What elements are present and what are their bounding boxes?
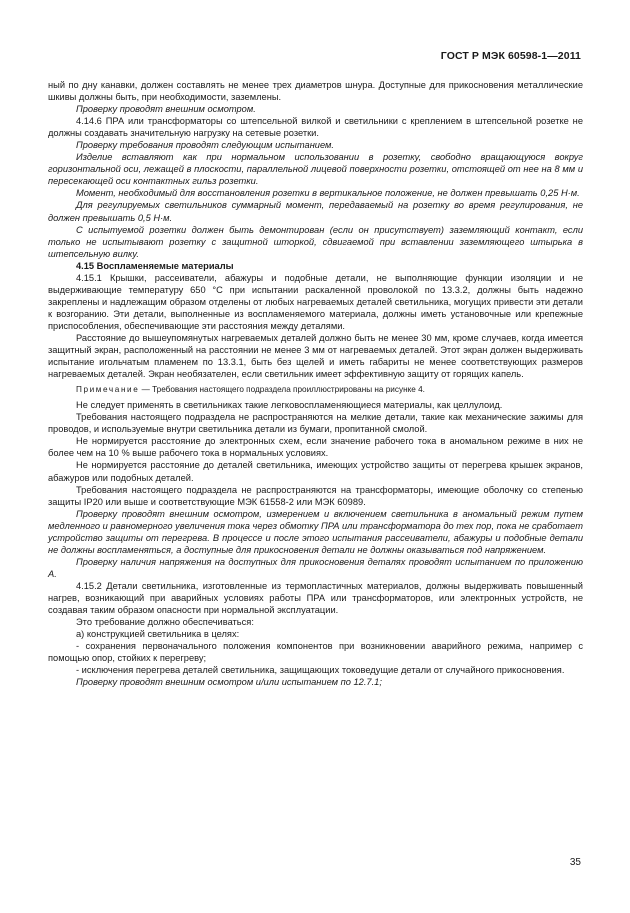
- list-item: - исключения перегрева деталей светильника, защищающих токоведущие детали от случайного прикосновения.: [76, 665, 565, 676]
- document-header: ГОСТ Р МЭК 60598-1—2011: [440, 50, 581, 62]
- paragraph: Проверку наличия напряжения на доступных для прикосновения деталях проводят испытанием по приложению А.: [48, 556, 583, 579]
- paragraph: Требования настоящего подраздела не распространяются на трансформаторы, имеющие оболочку со степенью защиты IP20 или выше и соответствующие МЭК 61558-2 или МЭК 60989.: [48, 484, 583, 507]
- paragraph: 4.15.1 Крышки, рассеиватели, абажуры и подобные детали, не выполняющие функции изоляции и не выдерживающие температуру 650 °С при испытании раскаленной проволокой по 13.3.2, должны быть надежно закреплены и надлежащим образом отделены от любых нагреваемых деталей светильника, могущих привести эти детали к возгоранию. Эти детали, выполненные из воспламеняемого материала, должны иметь установочные или крепежные приспособления, обеспечивающие эти расстояния между деталями.: [48, 272, 583, 331]
- paragraph: Не нормируется расстояние до электронных схем, если значение рабочего тока в аномальном режиме в них не более чем на 10 % выше рабочего тока в нормальных условиях.: [48, 436, 583, 459]
- paragraph: С испытуемой розетки должен быть демонтирован (если он присутствует) заземляющий контакт, если только не испытывают розетку с защитной шторкой, сдвигаемой при вставлении заземляющего штырька в штепсельную вилку.: [48, 224, 583, 259]
- paragraph: 4.14.6 ПРА или трансформаторы со штепсельной вилкой и светильники с креплением в штепсельной розетке не должны создавать значительную нагрузку на сетевые розетки.: [48, 116, 583, 139]
- page-number: 35: [569, 857, 581, 868]
- paragraph: Проверку требования проводят следующим испытанием.: [76, 140, 334, 151]
- section-heading: 4.15 Воспламеняемые материалы: [76, 260, 234, 271]
- paragraph: 4.15.2 Детали светильника, изготовленные из термопластичных материалов, должны выдерживать повышенный нагрев, возникающий при аварийных условиях работы ПРА или трансформаторов, или электронных устройств, не создавая таким образом опасности при нормальной эксплуатации.: [48, 580, 583, 616]
- paragraph: Проверку проводят внешним осмотром.: [76, 104, 256, 115]
- paragraph: Расстояние до вышеупомянутых нагреваемых деталей должно быть не менее 30 мм, кроме случаев, когда имеется защитный экран, расположенный на расстоянии не менее 3 мм от нагреваемых деталей. Этот экран должен выдерживать испытание игольчатым пламенем по 13.3.1, быть без щелей и иметь габариты не менее соответствующих размеров нагреваемых деталей. Экран необязателен, если светильник имеет эффективную защиту от горящих капель.: [48, 332, 583, 380]
- note-label: Примечание: [76, 385, 140, 395]
- paragraph: Не нормируется расстояние до деталей светильника, имеющих устройство защиты от перегрева крышек экранов, абажуров или подобных деталей.: [48, 460, 583, 483]
- paragraph: ный по дну канавки, должен составлять не менее трех диаметров шнура. Доступные для прикосновения металлические шкивы должны быть, при необходимости, заземлены.: [48, 80, 583, 103]
- paragraph: Момент, необходимый для восстановления розетки в вертикальное положение, не должен превышать 0,25 Н·м.: [76, 188, 580, 199]
- paragraph: Для регулируемых светильников суммарный момент, передаваемый на розетку во время регулирования, не должен превышать 0,5 Н·м.: [48, 200, 583, 223]
- paragraph: Это требование должно обеспечиваться:: [76, 617, 254, 628]
- document-body: [48, 79, 583, 688]
- paragraph: Проверку проводят внешним осмотром, измерением и включением светильника в аномальный режим путем медленного и равномерного увеличения тока через обмотку ПРА или трансформатора до тех пор, пока не сработает устройство защиты от перегрева. В процессе и после этого испытания рассеиватели, абажуры и подобные детали не должны воспламеняться, а доступные для прикосновения детали не должны оказываться под напряжением.: [48, 508, 583, 555]
- paragraph: Требования настоящего подраздела не распространяются на мелкие детали, такие как механические зажимы для проводов, и используемые внутри светильника детали из бумаги, пропитанной смолой.: [48, 412, 583, 435]
- list-item: а) конструкцией светильника в целях:: [76, 629, 240, 640]
- paragraph: Изделие вставляют как при нормальном использовании в розетку, свободно вращающуюся вокруг горизонтальной оси, лежащей в плоскости, параллельной лицевой поверхности розетки, отстоящей от нее на 8 мм и пересекающей оси контактных гильз розетки.: [48, 152, 583, 187]
- note-text: — Требования настоящего подраздела проиллюстрированы на рисунке 4.: [139, 385, 425, 395]
- paragraph: Не следует применять в светильниках такие легковоспламеняющиеся материалы, как целлулоид.: [76, 400, 503, 411]
- paragraph: Проверку проводят внешним осмотром и/или испытанием по 12.7.1;: [76, 677, 382, 688]
- note: [48, 384, 583, 396]
- list-item: - сохранения первоначального положения компонентов при возникновении аварийного режима, например с помощью опор, стойких к перегреву;: [48, 641, 583, 664]
